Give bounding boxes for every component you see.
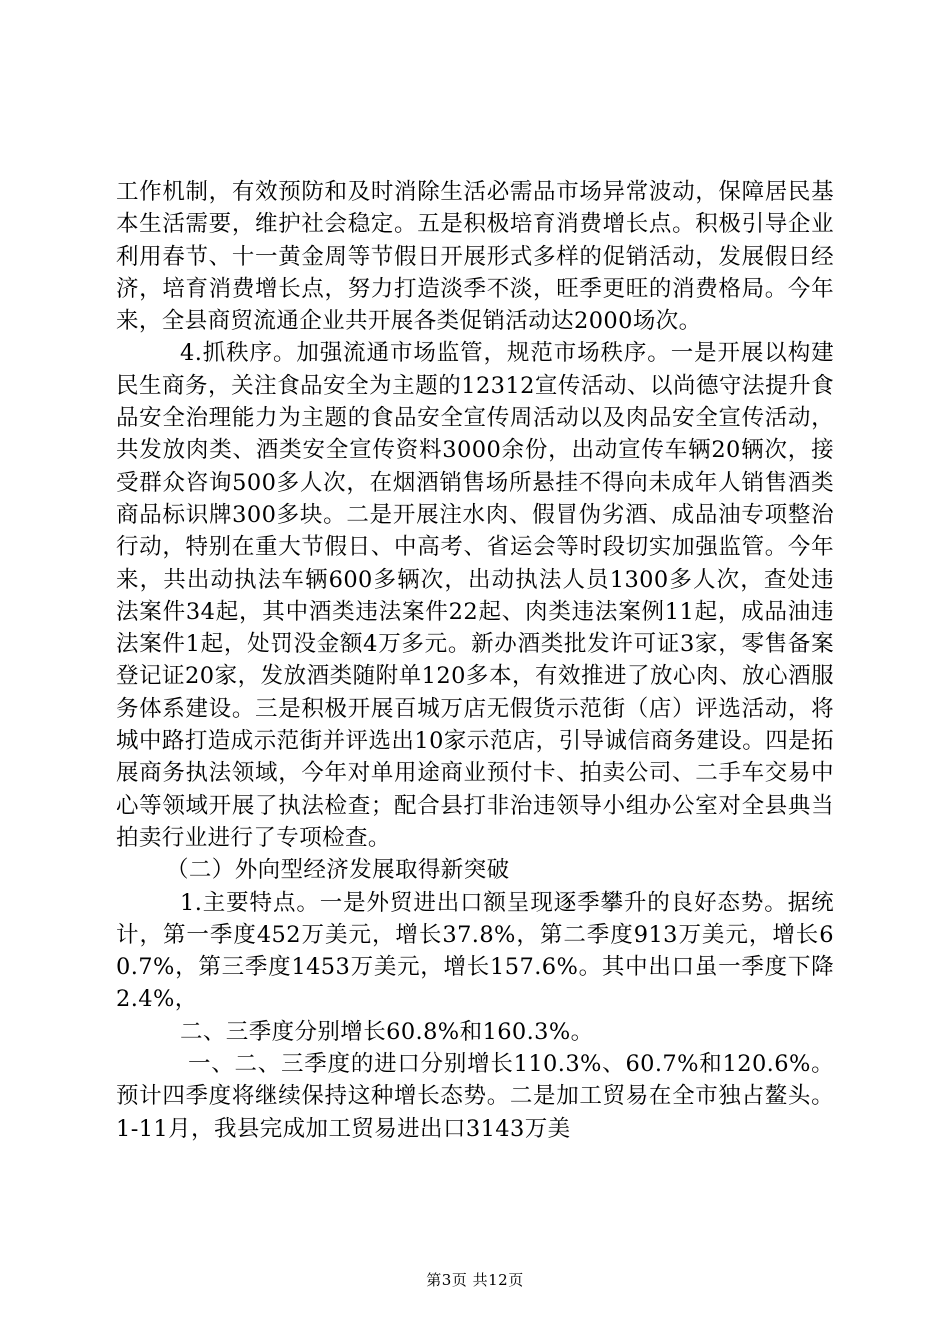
paragraph-market-order: 4.抓秩序。加强流通市场监管，规范市场秩序。一是开展以构建民生商务，关注食品安全为主题的12312宣传活动、以尚德守法提升食品安全治理能力为主题的食品安全宣传周活动以及肉品安全宣传活动，共发放肉类、酒类安全宣传资料3000余份，出动宣传车辆20辆次，接受群众咨询500多人次，在烟酒销售场所悬挂不得向未成年人销售酒类商品标识牌300多块。二是开展注水肉、假冒伪劣酒、成品油专项整治行动，特别在重大节假日、中高考、省运会等时段切实加强监管。今年来，共出动执法车辆600多辆次，出动执法人员1300多人次，查处违法案件34起，其中酒类违法案件22起、肉类违法案例11起，成品油违法案件1起，处罚没金额4万多元。新办酒类批发许可证3家，零售备案登记证20家，发放酒类随附单120多本，有效推进了放心肉、放心酒服务体系建设。三是积极开展百城万店无假货示范街（店）评选活动，将城中路打造成示范街并评选出10家示范店，引导诚信商务建设。四是拓展商务执法领域，今年对单用途商业预付卡、拍卖公司、二手车交易中心等领域开展了执法检查；配合县打非治违领导小组办公室对全县典当拍卖行业进行了专项检查。: [116, 340, 834, 851]
paragraph-continuation: 工作机制，有效预防和及时消除生活必需品市场异常波动，保障居民基本生活需要，维护社会稳定。五是积极培育消费增长点。积极引导企业利用春节、十一黄金周等节假日开展形式多样的促销活动，发展假日经济，培育消费增长点，努力打造淡季不淡，旺季更旺的消费格局。今年来，全县商贸流通企业共开展各类促销活动达2000场次。: [116, 179, 834, 335]
paragraph-quarterly-growth: 二、三季度分别增长60.8%和160.3%。: [180, 1018, 594, 1045]
document-body: [116, 176, 834, 1145]
page-number-footer: 第3页 共12页: [426, 1271, 524, 1289]
paragraph-import-growth: 一、二、三季度的进口分别增长110.3%、60.7%和120.6%。预计四季度将继续保持这种增长态势。二是加工贸易在全市独占鳌头。1-11月，我县完成加工贸易进出口3143万美: [116, 1051, 834, 1142]
section-heading-export-economy: （二）外向型经济发展取得新突破: [166, 857, 510, 884]
paragraph-main-features: 1.主要特点。一是外贸进出口额呈现逐季攀升的良好态势。据统计，第一季度452万美元，增长37.8%，第二季度913万美元，增长60.7%，第三季度1453万美元，增长157.6%。其中出口虽一季度下降2.4%，: [116, 889, 834, 1013]
